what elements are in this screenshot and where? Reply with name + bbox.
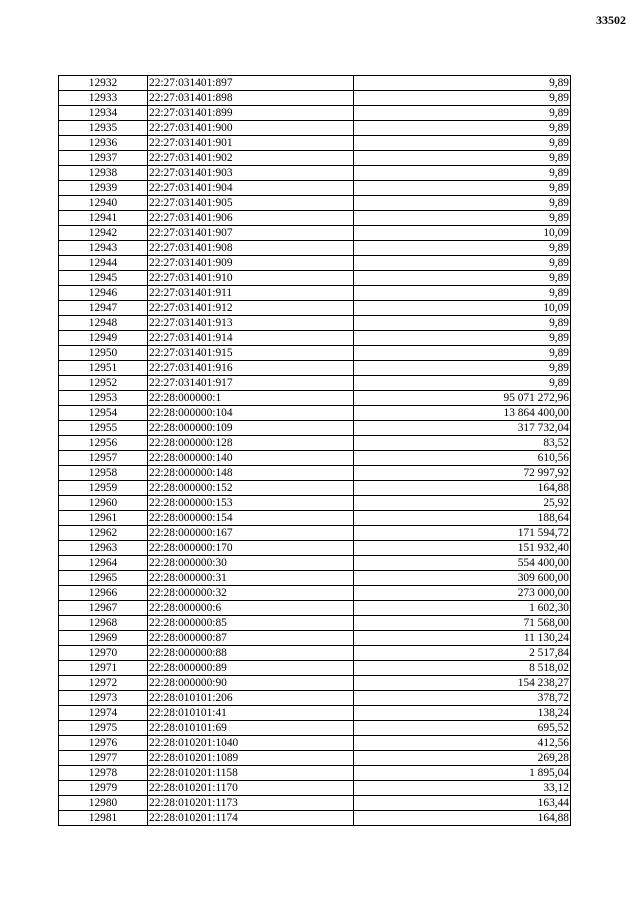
- table-row: [59, 451, 571, 466]
- cadastral-value-cell: 554 400,00: [354, 556, 571, 571]
- cadastral-value-cell: 378,72: [354, 691, 571, 706]
- table-row: [59, 511, 571, 526]
- cadastral-value-cell: 9,89: [354, 241, 571, 256]
- row-number-cell: 12962: [59, 526, 148, 541]
- row-number-cell: 12949: [59, 331, 148, 346]
- table-row: [59, 721, 571, 736]
- cadastral-value-cell: 9,89: [354, 166, 571, 181]
- cadastral-value-cell: 10,09: [354, 301, 571, 316]
- table-row: [59, 436, 571, 451]
- row-number-cell: 12952: [59, 376, 148, 391]
- row-number-cell: 12942: [59, 226, 148, 241]
- row-number-cell: 12958: [59, 466, 148, 481]
- cadastral-value-cell: 1 602,30: [354, 601, 571, 616]
- cadastral-value-cell: 269,28: [354, 751, 571, 766]
- cadastral-number-cell: 22:27:031401:909: [148, 256, 354, 271]
- row-number-cell: 12934: [59, 106, 148, 121]
- cadastral-value-cell: 9,89: [354, 316, 571, 331]
- cadastral-number-cell: 22:28:010201:1089: [148, 751, 354, 766]
- cadastral-value-cell: 164,88: [354, 481, 571, 496]
- row-number-cell: 12935: [59, 121, 148, 136]
- table-row: [59, 496, 571, 511]
- table-row: [59, 346, 571, 361]
- table-row: [59, 781, 571, 796]
- table-row: [59, 76, 571, 91]
- row-number-cell: 12978: [59, 766, 148, 781]
- row-number-cell: 12965: [59, 571, 148, 586]
- row-number-cell: 12980: [59, 796, 148, 811]
- cadastral-number-cell: 22:28:010101:41: [148, 706, 354, 721]
- row-number-cell: 12945: [59, 271, 148, 286]
- cadastral-number-cell: 22:27:031401:899: [148, 106, 354, 121]
- row-number-cell: 12940: [59, 196, 148, 211]
- cadastral-number-cell: 22:27:031401:901: [148, 136, 354, 151]
- row-number-cell: 12967: [59, 601, 148, 616]
- cadastral-number-cell: 22:28:000000:1: [148, 391, 354, 406]
- page-number: 33502: [596, 13, 626, 27]
- cadastral-value-cell: 10,09: [354, 226, 571, 241]
- table-row: [59, 136, 571, 151]
- table-body: [59, 76, 571, 826]
- cadastral-value-cell: 11 130,24: [354, 631, 571, 646]
- cadastral-number-cell: 22:28:010201:1158: [148, 766, 354, 781]
- cadastral-number-cell: 22:28:000000:167: [148, 526, 354, 541]
- row-number-cell: 12946: [59, 286, 148, 301]
- table-row: [59, 601, 571, 616]
- row-number-cell: 12970: [59, 646, 148, 661]
- table-row: [59, 271, 571, 286]
- cadastral-value-cell: 83,52: [354, 436, 571, 451]
- table-row: [59, 796, 571, 811]
- table-row: [59, 406, 571, 421]
- table-row: [59, 691, 571, 706]
- table-row: [59, 481, 571, 496]
- row-number-cell: 12969: [59, 631, 148, 646]
- cadastral-value-cell: 9,89: [354, 181, 571, 196]
- cadastral-value-cell: 2 517,84: [354, 646, 571, 661]
- cadastral-number-cell: 22:27:031401:914: [148, 331, 354, 346]
- row-number-cell: 12977: [59, 751, 148, 766]
- cadastral-value-cell: 9,89: [354, 376, 571, 391]
- row-number-cell: 12944: [59, 256, 148, 271]
- cadastral-number-cell: 22:28:010201:1040: [148, 736, 354, 751]
- table-row: [59, 631, 571, 646]
- cadastral-number-cell: 22:27:031401:917: [148, 376, 354, 391]
- cadastral-value-cell: 9,89: [354, 331, 571, 346]
- cadastral-number-cell: 22:28:000000:109: [148, 421, 354, 436]
- cadastral-value-cell: 71 568,00: [354, 616, 571, 631]
- cadastral-number-cell: 22:28:000000:85: [148, 616, 354, 631]
- cadastral-value-cell: 72 997,92: [354, 466, 571, 481]
- cadastral-number-cell: 22:28:010201:1174: [148, 811, 354, 826]
- cadastral-number-cell: 22:27:031401:897: [148, 76, 354, 91]
- cadastral-value-cell: 9,89: [354, 346, 571, 361]
- table-row: [59, 226, 571, 241]
- table-row: [59, 256, 571, 271]
- row-number-cell: 12961: [59, 511, 148, 526]
- cadastral-number-cell: 22:27:031401:898: [148, 91, 354, 106]
- cadastral-value-cell: 13 864 400,00: [354, 406, 571, 421]
- row-number-cell: 12963: [59, 541, 148, 556]
- cadastral-number-cell: 22:27:031401:903: [148, 166, 354, 181]
- cadastral-number-cell: 22:28:010101:69: [148, 721, 354, 736]
- cadastral-number-cell: 22:28:000000:153: [148, 496, 354, 511]
- cadastral-number-cell: 22:28:000000:30: [148, 556, 354, 571]
- cadastral-number-cell: 22:27:031401:906: [148, 211, 354, 226]
- cadastral-number-cell: 22:27:031401:912: [148, 301, 354, 316]
- cadastral-number-cell: 22:28:010201:1170: [148, 781, 354, 796]
- cadastral-number-cell: 22:28:000000:90: [148, 676, 354, 691]
- table-row: [59, 361, 571, 376]
- cadastral-number-cell: 22:28:000000:89: [148, 661, 354, 676]
- cadastral-number-cell: 22:27:031401:902: [148, 151, 354, 166]
- table-row: [59, 661, 571, 676]
- row-number-cell: 12971: [59, 661, 148, 676]
- cadastral-value-cell: 171 594,72: [354, 526, 571, 541]
- table-row: [59, 316, 571, 331]
- table-row: [59, 751, 571, 766]
- table-row: [59, 391, 571, 406]
- cadastral-value-cell: 151 932,40: [354, 541, 571, 556]
- table-row: [59, 106, 571, 121]
- cadastral-number-cell: 22:28:000000:170: [148, 541, 354, 556]
- cadastral-value-cell: 154 238,27: [354, 676, 571, 691]
- row-number-cell: 12959: [59, 481, 148, 496]
- row-number-cell: 12973: [59, 691, 148, 706]
- row-number-cell: 12938: [59, 166, 148, 181]
- table-row: [59, 181, 571, 196]
- table-row: [59, 196, 571, 211]
- cadastral-value-cell: 9,89: [354, 151, 571, 166]
- cadastral-value-cell: 9,89: [354, 256, 571, 271]
- cadastral-value-cell: 25,92: [354, 496, 571, 511]
- row-number-cell: 12936: [59, 136, 148, 151]
- cadastral-number-cell: 22:28:010201:1173: [148, 796, 354, 811]
- table-row: [59, 556, 571, 571]
- cadastral-number-cell: 22:27:031401:904: [148, 181, 354, 196]
- row-number-cell: 12953: [59, 391, 148, 406]
- cadastral-value-cell: 164,88: [354, 811, 571, 826]
- cadastral-value-cell: 9,89: [354, 196, 571, 211]
- table-row: [59, 91, 571, 106]
- cadastral-value-cell: 9,89: [354, 106, 571, 121]
- cadastral-value-cell: 9,89: [354, 91, 571, 106]
- cadastral-value-cell: 1 895,04: [354, 766, 571, 781]
- cadastral-number-cell: 22:28:000000:154: [148, 511, 354, 526]
- table-row: [59, 811, 571, 826]
- cadastral-value-cell: 317 732,04: [354, 421, 571, 436]
- table-row: [59, 421, 571, 436]
- table-row: [59, 706, 571, 721]
- cadastral-value-cell: 138,24: [354, 706, 571, 721]
- cadastral-value-cell: 9,89: [354, 271, 571, 286]
- row-number-cell: 12954: [59, 406, 148, 421]
- cadastral-value-cell: 695,52: [354, 721, 571, 736]
- cadastral-number-cell: 22:28:010101:206: [148, 691, 354, 706]
- cadastral-value-cell: 9,89: [354, 361, 571, 376]
- cadastral-number-cell: 22:27:031401:911: [148, 286, 354, 301]
- row-number-cell: 12955: [59, 421, 148, 436]
- table-row: [59, 151, 571, 166]
- cadastral-number-cell: 22:28:000000:104: [148, 406, 354, 421]
- cadastral-value-cell: 273 000,00: [354, 586, 571, 601]
- cadastral-number-cell: 22:27:031401:916: [148, 361, 354, 376]
- cadastral-value-cell: 95 071 272,96: [354, 391, 571, 406]
- row-number-cell: 12948: [59, 316, 148, 331]
- table-row: [59, 541, 571, 556]
- table-row: [59, 616, 571, 631]
- row-number-cell: 12951: [59, 361, 148, 376]
- table-row: [59, 766, 571, 781]
- cadastral-value-cell: 309 600,00: [354, 571, 571, 586]
- row-number-cell: 12943: [59, 241, 148, 256]
- row-number-cell: 12966: [59, 586, 148, 601]
- cadastral-value-table: [58, 75, 571, 826]
- table-row: [59, 211, 571, 226]
- cadastral-value-cell: 9,89: [354, 121, 571, 136]
- cadastral-value-cell: 412,56: [354, 736, 571, 751]
- table-row: [59, 376, 571, 391]
- cadastral-number-cell: 22:28:000000:32: [148, 586, 354, 601]
- cadastral-number-cell: 22:28:000000:140: [148, 451, 354, 466]
- cadastral-number-cell: 22:27:031401:905: [148, 196, 354, 211]
- row-number-cell: 12964: [59, 556, 148, 571]
- table-row: [59, 526, 571, 541]
- cadastral-number-cell: 22:27:031401:907: [148, 226, 354, 241]
- row-number-cell: 12968: [59, 616, 148, 631]
- row-number-cell: 12981: [59, 811, 148, 826]
- row-number-cell: 12947: [59, 301, 148, 316]
- cadastral-number-cell: 22:27:031401:915: [148, 346, 354, 361]
- cadastral-value-cell: 33,12: [354, 781, 571, 796]
- row-number-cell: 12957: [59, 451, 148, 466]
- cadastral-value-cell: 9,89: [354, 136, 571, 151]
- cadastral-value-cell: 9,89: [354, 286, 571, 301]
- row-number-cell: 12972: [59, 676, 148, 691]
- cadastral-value-cell: 163,44: [354, 796, 571, 811]
- table-row: [59, 586, 571, 601]
- cadastral-value-cell: 9,89: [354, 211, 571, 226]
- row-number-cell: 12939: [59, 181, 148, 196]
- table-row: [59, 241, 571, 256]
- table-row: [59, 736, 571, 751]
- row-number-cell: 12974: [59, 706, 148, 721]
- cadastral-number-cell: 22:27:031401:910: [148, 271, 354, 286]
- row-number-cell: 12976: [59, 736, 148, 751]
- cadastral-number-cell: 22:28:000000:148: [148, 466, 354, 481]
- row-number-cell: 12941: [59, 211, 148, 226]
- row-number-cell: 12960: [59, 496, 148, 511]
- table-row: [59, 466, 571, 481]
- table-row: [59, 571, 571, 586]
- row-number-cell: 12979: [59, 781, 148, 796]
- table-row: [59, 301, 571, 316]
- cadastral-number-cell: 22:28:000000:6: [148, 601, 354, 616]
- table-row: [59, 121, 571, 136]
- cadastral-number-cell: 22:27:031401:908: [148, 241, 354, 256]
- table-row: [59, 676, 571, 691]
- cadastral-value-cell: 9,89: [354, 76, 571, 91]
- row-number-cell: 12933: [59, 91, 148, 106]
- cadastral-number-cell: 22:27:031401:900: [148, 121, 354, 136]
- cadastral-number-cell: 22:28:000000:152: [148, 481, 354, 496]
- cadastral-value-cell: 188,64: [354, 511, 571, 526]
- cadastral-value-cell: 8 518,02: [354, 661, 571, 676]
- row-number-cell: 12950: [59, 346, 148, 361]
- cadastral-number-cell: 22:28:000000:87: [148, 631, 354, 646]
- row-number-cell: 12932: [59, 76, 148, 91]
- cadastral-value-cell: 610,56: [354, 451, 571, 466]
- cadastral-number-cell: 22:28:000000:31: [148, 571, 354, 586]
- table-row: [59, 331, 571, 346]
- table-row: [59, 646, 571, 661]
- cadastral-number-cell: 22:28:000000:88: [148, 646, 354, 661]
- row-number-cell: 12956: [59, 436, 148, 451]
- table-row: [59, 286, 571, 301]
- cadastral-number-cell: 22:28:000000:128: [148, 436, 354, 451]
- row-number-cell: 12975: [59, 721, 148, 736]
- cadastral-number-cell: 22:27:031401:913: [148, 316, 354, 331]
- table-row: [59, 166, 571, 181]
- row-number-cell: 12937: [59, 151, 148, 166]
